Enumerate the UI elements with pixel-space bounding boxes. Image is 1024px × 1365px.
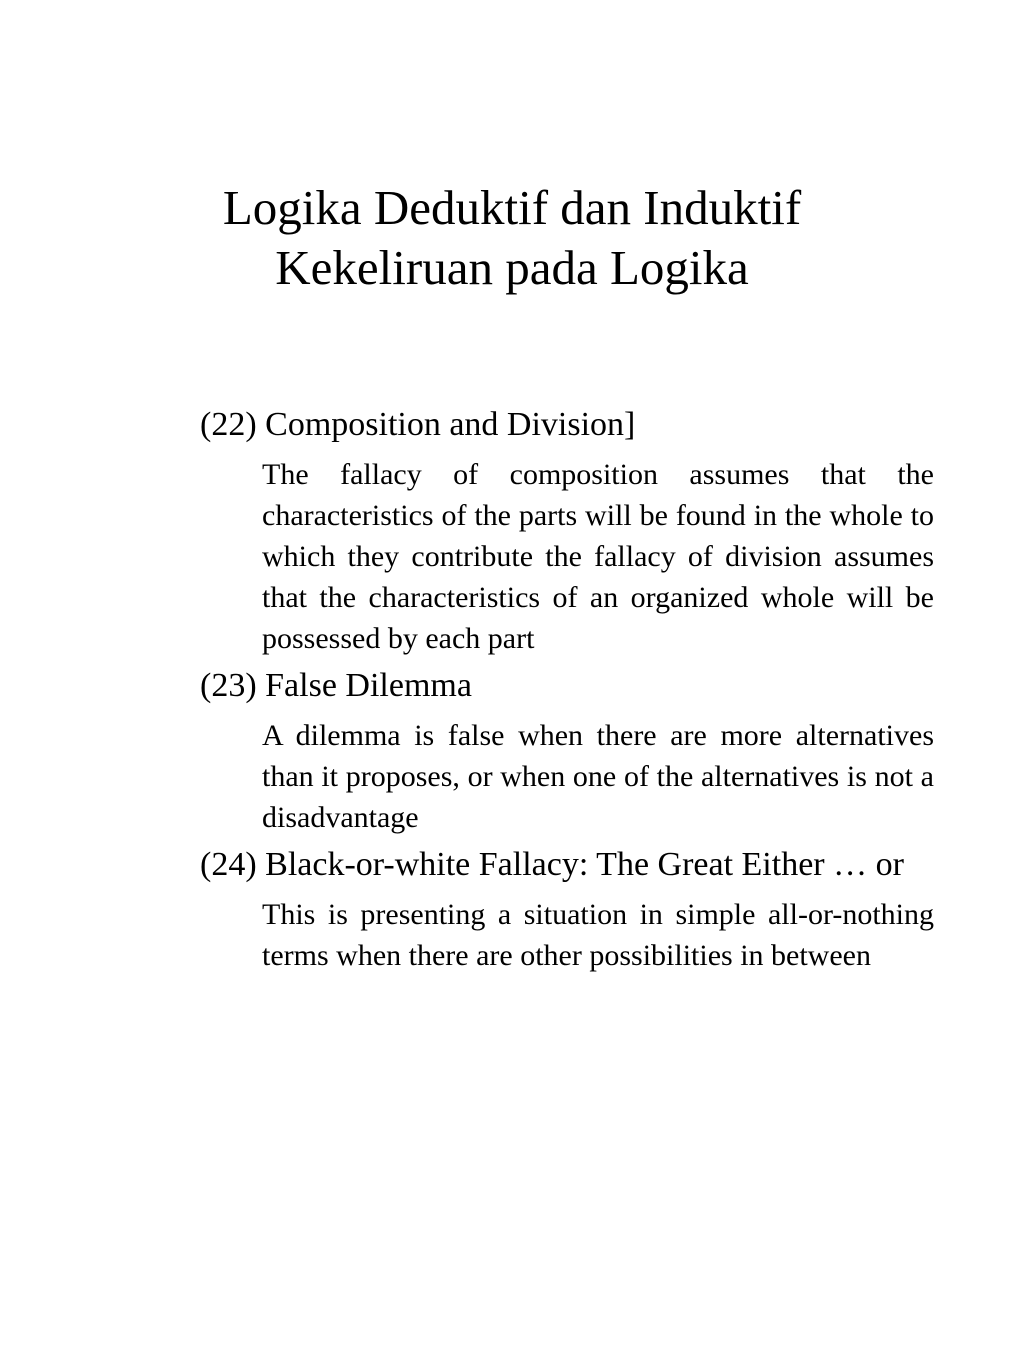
title-line-2: Kekeliruan pada Logika [275, 240, 749, 295]
section-black-or-white [200, 842, 934, 976]
section-heading: (22) Composition and Division] [200, 406, 636, 443]
section-body: A dilemma is false when there are more alternatives than it proposes, or when one of the alternatives is not a disadvantage [262, 719, 934, 834]
section-heading: (23) False Dilemma [200, 667, 472, 704]
content-body [200, 402, 934, 976]
title-line-1: Logika Deduktif dan Induktif [222, 180, 802, 235]
section-heading: (24) Black-or-white Fallacy: The Great Either … or [200, 846, 904, 883]
section-body: The fallacy of composition assumes that the characteristics of the parts will be found in the whole to which they contribute the fallacy of division assumes that the characteristics of an organized whole will be possessed by each part [262, 458, 934, 655]
section-body: This is presenting a situation in simple all-or-nothing terms when there are other possibilities in between [262, 898, 934, 972]
section-composition-division [200, 402, 934, 659]
slide-title [150, 178, 874, 298]
section-false-dilemma [200, 663, 934, 838]
